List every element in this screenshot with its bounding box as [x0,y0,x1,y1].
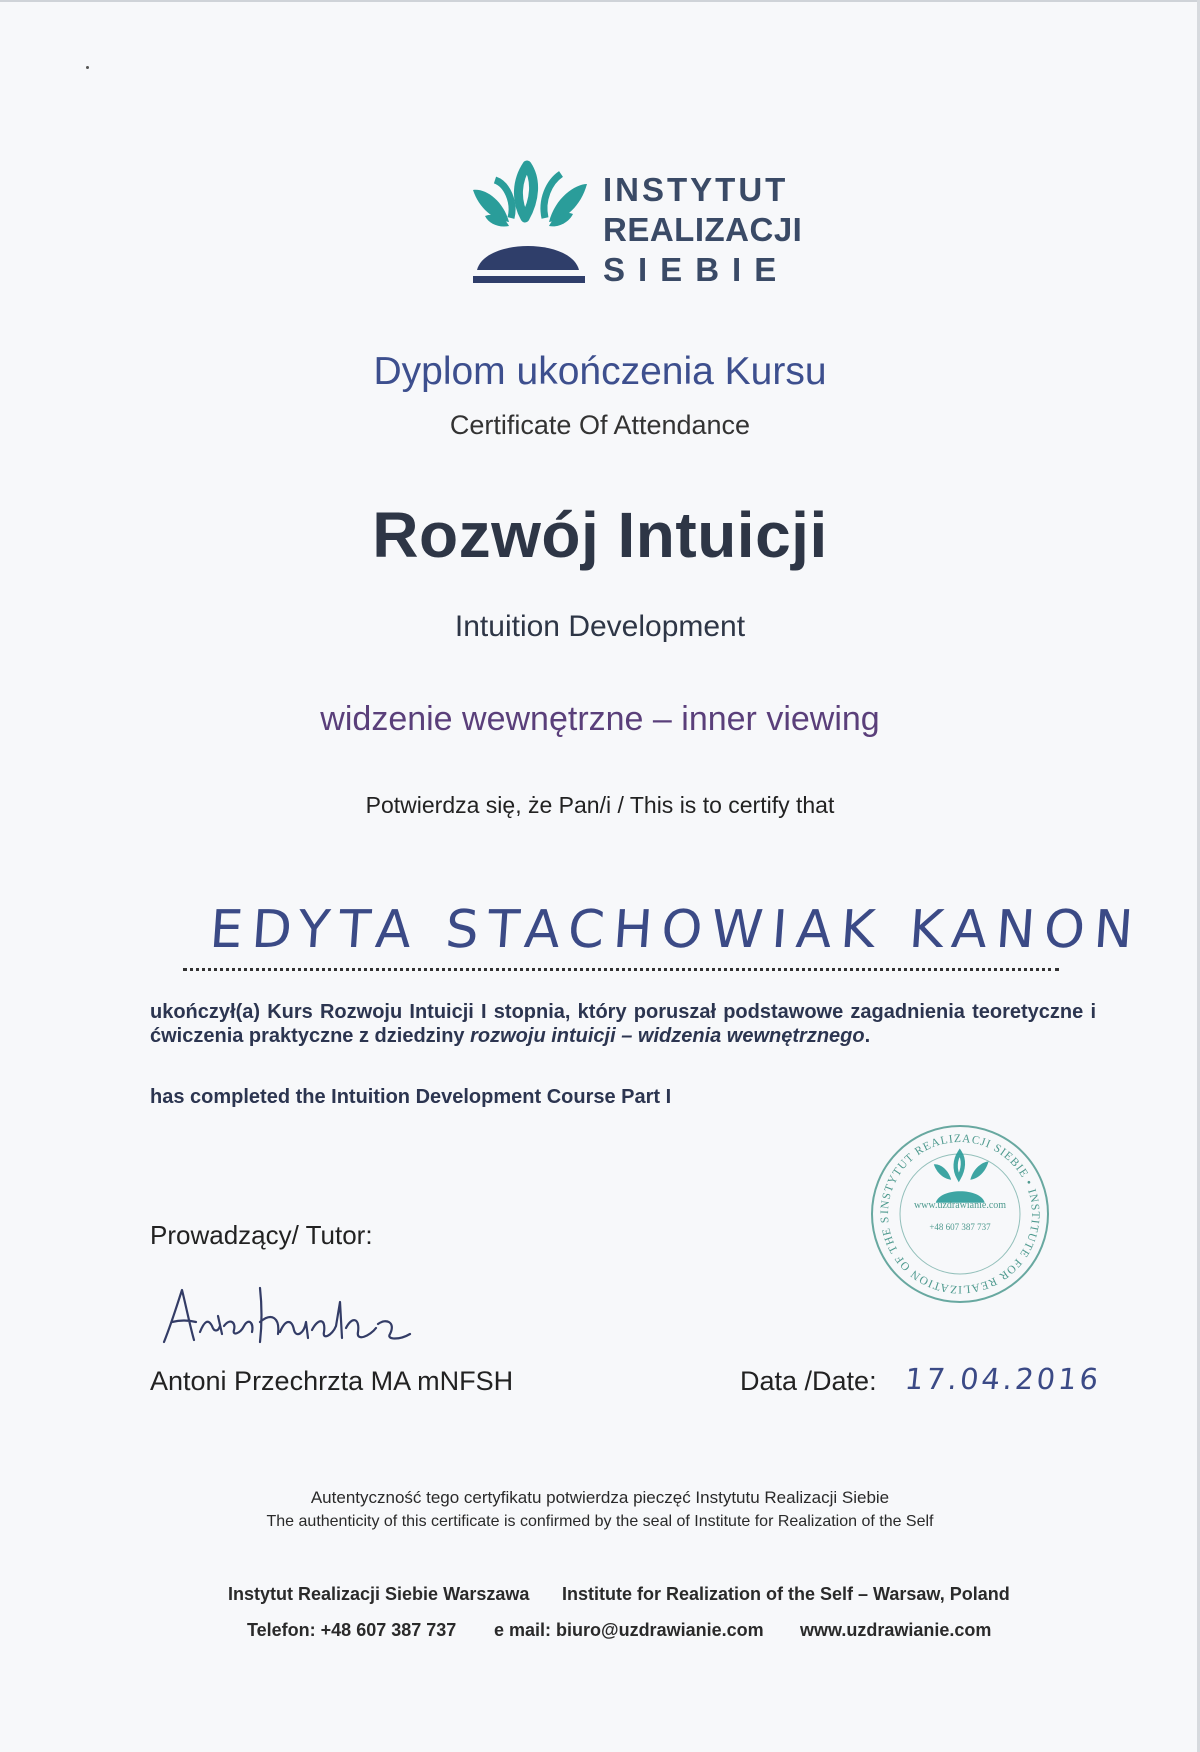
institute-seal-stamp [868,1122,1052,1306]
institute-logo [465,160,805,290]
footer-website: www.uzdrawianie.com [800,1620,992,1640]
completion-text-pl [150,1000,1096,1048]
seal-url: www.uzdrawianie.com [913,1200,1007,1211]
lotus-sunrise-icon [465,160,595,290]
logo-line-1: INSTYTUT [603,171,789,208]
certificate-title-en: Certificate Of Attendance [449,410,751,440]
certify-statement: Potwierdza się, że Pan/i / This is to certify that [365,792,835,818]
scan-speck [86,66,89,69]
completion-text-pl-italic: rozwoju intuicji – widzenia wewnętrznego [470,1025,865,1047]
logo-line-3: SIEBIE [603,251,790,288]
footer-phone: Telefon: +48 607 387 737 [247,1620,457,1640]
course-name-pl: Rozwój Intuicji [372,499,828,571]
date-label: Data /Date: [740,1366,877,1396]
footer-org-en: Institute for Realization of the Self – Warsaw, Poland [562,1584,1010,1604]
logo-line-2: REALIZACJI [603,211,803,248]
date-value: 17.04.2016 [903,1362,1103,1396]
logo-wordmark [603,170,802,290]
tutor-name: Antoni Przechrzta MA mNFSH [150,1366,514,1396]
tutor-signature [160,1282,460,1352]
completion-text-pl-main: ukończył(a) Kurs Rozwoju Intuicji I stopnia, który poruszał podstawowe zagadnienia teoretyczne i ćwiczenia praktyczne z dziedziny [150,1001,1096,1047]
recipient-name: EDYTA STACHOWIAK KANON [207,900,1144,960]
authenticity-note-en: The authenticity of this certificate is confirmed by the seal of Institute for Realization of the Self [266,1513,934,1530]
seal-graphic [868,1122,1052,1306]
footer-org-pl: Instytut Realizacji Siebie Warszawa [228,1584,530,1604]
recipient-dotted-line [183,968,1059,971]
seal-phone: +48 607 387 737 [929,1222,991,1232]
course-name-en: Intuition Development [454,610,746,643]
tutor-label: Prowadzący/ Tutor: [150,1220,373,1250]
footer-email: e mail: biuro@uzdrawianie.com [494,1620,764,1640]
course-subtitle: widzenie wewnętrzne – inner viewing [320,700,880,738]
certificate-title-pl: Dyplom ukończenia Kursu [373,350,827,393]
seal-ring-text: INSTYTUT REALIZACJI SIEBIE • INSTITUTE FOR REALIZATION OF THE S [878,1132,1042,1296]
completion-text-en: has completed the Intuition Development Course Part I [150,1086,672,1108]
completion-text-pl-end: . [864,1025,871,1047]
scan-edge-top [0,0,1200,2]
authenticity-note-pl: Autentyczność tego certyfikatu potwierdza pieczęć Instytutu Realizacji Siebie [310,1488,890,1507]
